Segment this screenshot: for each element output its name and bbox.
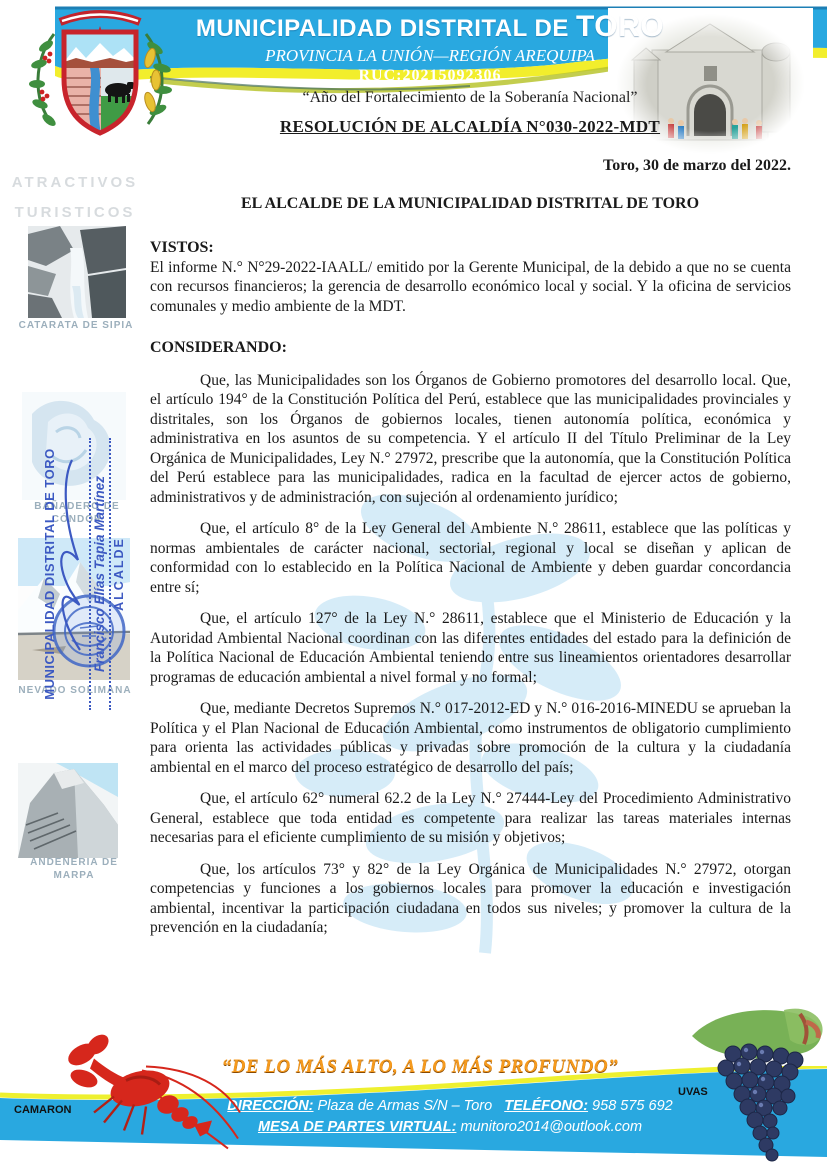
year-quote: “Año del Fortalecimiento de la Soberanía Nacional” bbox=[302, 89, 638, 106]
sidebar-heading bbox=[8, 168, 142, 228]
mesa-label: MESA DE PARTES VIRTUAL: bbox=[257, 1119, 457, 1135]
uvas-label: UVAS bbox=[678, 1086, 708, 1098]
considerando-paragraph: Que, los artículos 73° y 82° de la Ley Orgánica de Municipalidades N.° 27972, otorgan competencias y funciones a los gobiernos locales para promover la educación e investigación ambiental, incentivar la participación ciudadana en todos sus niveles; y promover la cultura de la prevención en la ciudadanía; bbox=[150, 860, 791, 936]
waterfall-image bbox=[28, 226, 126, 318]
province-subtitle: PROVINCIA LA UNIÓN—REGIÓN AREQUIPA bbox=[265, 46, 595, 65]
sidebar-heading-line2: TURISTICOS bbox=[14, 204, 136, 221]
considerando-paragraph: Que, mediante Decretos Supremos N.° 017-2012-ED y N.° 016-2016-MINEDU se aprueban la Política y el Plan Nacional de Educación Ambiental, como instrumentos de obligatorio cumplimiento para orienta las actividades públicas y privadas sobre promoción de la cultura y la ciudadanía ambiental en el marco del proceso estratégico de desarrollo del país; bbox=[150, 700, 791, 776]
resolution-title: RESOLUCIÓN DE ALCALDÍA N°030-2022-MDT bbox=[279, 117, 661, 136]
considerando-paragraph: Que, el artículo 62° numeral 62.2 de la Ley N.° 27444-Ley del Procedimiento Administrativo General, establece que toda entidad es competente para realizar las tareas materiales internas necesarias para el eficiente cumplimiento de su misión y objetivos; bbox=[150, 790, 791, 846]
considerando-paragraph: Que, el artículo 8° de la Ley General del Ambiente N.° 28611, establece que las políticas y normas ambientales de carácter nacional, sectorial, regional y local se diseñan y aplican de conformidad con lo establecido en la Política Nacional de Ambiente y deben guardar concordancia entre sí; bbox=[150, 520, 791, 596]
footer-motto: “DE LO MÁS ALTO, A LO MÁS PROFUNDO” bbox=[221, 1056, 619, 1077]
caption-andeneria-marpa: ANDENERIA DE MARPA bbox=[30, 857, 118, 881]
caption-catarata-sipia: CATARATA DE SIPIA bbox=[18, 320, 134, 331]
vistos-paragraph: El informe N.° N°29-2022-IAALL/ emitido por la Gerente Municipal, de la debido a que no se cuenta con recursos financieros; la gerencia de desarrollo económico local y social. Y la oficina de servicios comunales y medio ambiente de la MDT. bbox=[150, 258, 791, 315]
municipality-title: MUNICIPALIDAD DISTRITAL DE TORO bbox=[195, 10, 665, 43]
direccion-value: Plaza de Armas S/N – Toro bbox=[313, 1098, 493, 1114]
considerando-paragraph: Que, las Municipalidades son los Órganos de Gobierno promotores del desarrollo local. Que, el artículo 194° de la Constitución Política del Perú, establece que las municipalidades provinciales y distritales, son los Órganos de gobiernos locales, tienen autonomía política, económica y administrativa en los asuntos de su competencia. Y el artículo II del Título Preliminar de la Ley Orgánica de Municipalidades, Ley N.° 27972, prescribe que la autonomía, que la Constitución Política del Perú establece para las municipalidades, radica en la facultad de ejercer actos de gobierno, administrativos y de administración, con sujeción al ordenamiento jurídico; bbox=[150, 371, 791, 506]
mayor-signature bbox=[58, 438, 84, 710]
addressee-line: EL ALCALDE DE LA MUNICIPALIDAD DISTRITAL DE TORO bbox=[240, 195, 700, 212]
considerando-paragraph: Que, el artículo 127° de la Ley N.° 28611, establece que el Ministerio de Educación y la Autoridad Ambiental Nacional coordinan con las diferentes entidades del estado para la definición de la Política Nacional de Educación Ambiental teniendo entre sus lineamientos orientadores desarrollar programas de educación ambiental a nivel formal y no formal; bbox=[150, 610, 791, 686]
mayor-stamp bbox=[42, 438, 126, 710]
direccion-label: DIRECCIÓN: bbox=[227, 1098, 314, 1114]
document-body bbox=[150, 238, 791, 950]
caption-banadero-condor: BAÑADERO DE CÓNDOR bbox=[34, 501, 120, 525]
footer-address-line bbox=[210, 1096, 690, 1116]
telefono-value: 958 575 692 bbox=[588, 1098, 673, 1114]
stamp-mayor-name: Francisco Elías Tapia Martínez bbox=[89, 438, 109, 710]
telefono-label: TELÉFONO: bbox=[504, 1098, 589, 1114]
date-line: Toro, 30 de marzo del 2022. bbox=[603, 157, 791, 174]
andeneria-image bbox=[18, 763, 118, 858]
ruc-number: RUC:20215092306 bbox=[358, 67, 502, 84]
footer-mesa-line bbox=[210, 1117, 690, 1137]
stamp-mayor-role: ALCALDE bbox=[109, 438, 127, 710]
header-text-block bbox=[170, 12, 690, 86]
sidebar-heading-line1: ATRACTIVOS bbox=[11, 174, 139, 191]
crayfish-image bbox=[42, 1028, 242, 1154]
caption-nevado-solimana: NEVADO SOLIMANA bbox=[18, 685, 132, 696]
grapes-image bbox=[688, 1004, 827, 1164]
camaron-label: CAMARON bbox=[14, 1104, 72, 1116]
considerando-label: CONSIDERANDO: bbox=[150, 339, 287, 356]
vistos-label: VISTOS: bbox=[150, 239, 214, 256]
stamp-organization: MUNICIPALIDAD DISTRITAL DE TORO bbox=[42, 448, 57, 700]
mesa-value: munitoro2014@outlook.com bbox=[456, 1119, 643, 1135]
municipality-title-emphasis: TORO bbox=[576, 10, 665, 43]
